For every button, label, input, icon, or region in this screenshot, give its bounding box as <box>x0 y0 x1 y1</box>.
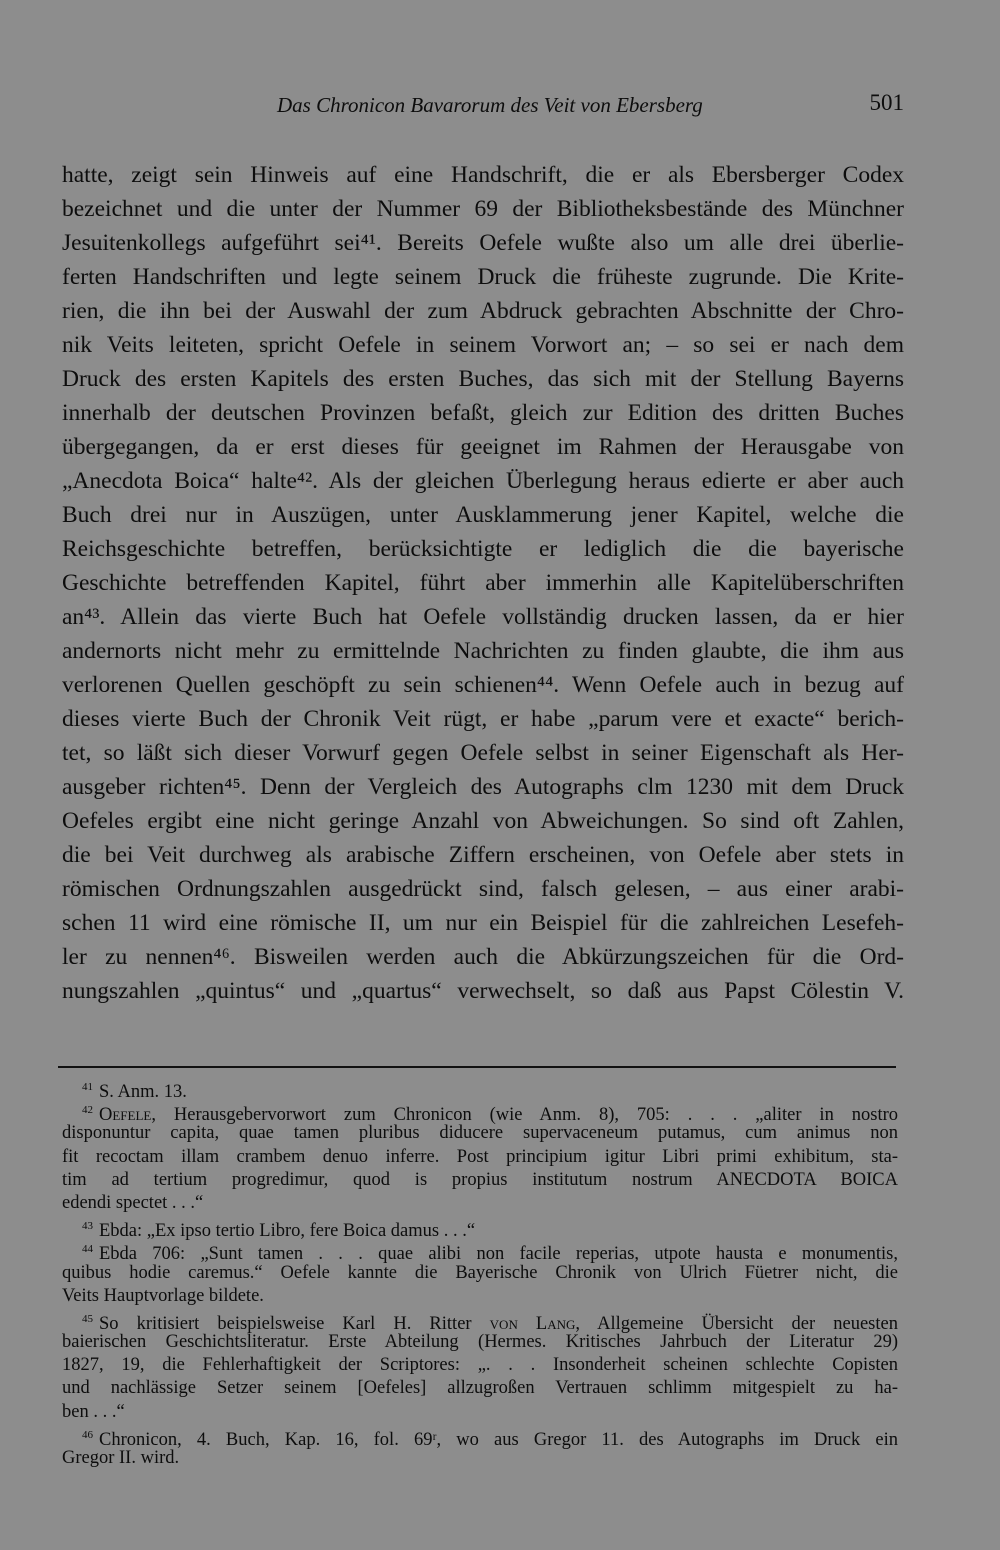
footnote-line: Veits Hauptvorlage bildete. <box>62 1285 264 1306</box>
footnote-line: fit recoctam illam crambem denuo inferre. Post principium igitur Libri primi exhibitum, sta- <box>62 1146 898 1167</box>
footnote-author: von Lang <box>489 1313 576 1334</box>
body-text <box>62 158 904 1008</box>
body-line: ferten Handschriften und legte seinem Druck die früheste zugrunde. Die Krite- <box>62 264 904 290</box>
footnote-number: 41 <box>82 1081 93 1093</box>
footnote-43 <box>62 1215 898 1242</box>
running-head <box>62 90 904 126</box>
footnote-text: Ebda 706: „Sunt tamen . . . quae alibi non facile reperias, utpote hausta e monumentis, <box>99 1244 898 1265</box>
footnote-line: edendi spectet . . .“ <box>62 1192 204 1213</box>
footnote-number: 42 <box>82 1104 93 1117</box>
body-line: Oefeles ergibt eine nicht geringe Anzahl von Abweichungen. So sind oft Zahlen, <box>62 808 904 834</box>
footnote-46 <box>62 1424 898 1450</box>
body-line: an⁴³. Allein das vierte Buch hat Oefele vollständig drucken lassen, da er hier <box>62 604 904 630</box>
running-title: Das Chronicon Bavarorum des Veit von Ebersberg <box>277 93 703 117</box>
footnote-text: , Herausgebervorwort zum Chronicon (wie Anm. 8), 705: . . . „aliter in nostro <box>151 1105 898 1126</box>
body-line: die bei Veit durchweg als arabische Ziffern erscheinen, von Oefele aber stets in <box>62 842 904 868</box>
footnote-text: Ebda: „Ex ipso tertio Libro, fere Boica damus . . .“ <box>99 1221 476 1242</box>
body-line: Reichsgeschichte betreffen, berücksichtigte er lediglich die die bayerische <box>62 536 904 562</box>
footnote-text: S. Anm. 13. <box>99 1082 187 1102</box>
body-line: Buch drei nur in Auszügen, unter Ausklammerung jener Kapitel, welche die <box>62 502 904 528</box>
footnote-41 <box>62 1076 898 1102</box>
footnote-line: und nachlässige Setzer seinem [Oefeles] allzugroßen Vertrauen schlimm mitgespielt zu ha- <box>62 1378 898 1399</box>
body-line: römischen Ordnungszahlen ausgedrückt sind, falsch gelesen, – aus einer arabi- <box>62 876 904 902</box>
footnote-line: baierischen Geschichtsliteratur. Erste Abteilung (Hermes. Kritisches Jahrbuch der Literatur 29) <box>62 1332 898 1353</box>
footnote-number: 44 <box>82 1243 93 1256</box>
footnote-line: disponuntur capita, quae tamen pluribus diducere supervaceneum putamus, cum animus non <box>62 1123 898 1144</box>
body-line: innerhalb der deutschen Provinzen befaßt, gleich zur Edition des dritten Buches <box>62 400 904 426</box>
footnote-divider <box>58 1066 896 1068</box>
footnote-number: 46 <box>82 1428 93 1441</box>
footnote-45 <box>62 1308 898 1334</box>
body-line: nungszahlen „quintus“ und „quartus“ verwechselt, so daß aus Papst Cölestin V. <box>62 978 904 1004</box>
body-line: tet, so läßt sich dieser Vorwurf gegen Oefele selbst in seiner Eigenschaft als Her- <box>62 740 904 766</box>
footnote-line: tim ad tertium progredimur, quod is propius institutum nostrum ANECDOTA BOICA <box>62 1169 898 1190</box>
body-line: nik Veits leiteten, spricht Oefele in seinem Vorwort an; – so sei er nach dem <box>62 332 904 358</box>
footnote-text: , Allgemeine Übersicht der neuesten <box>575 1313 898 1334</box>
footnote-author: Oefele <box>99 1105 152 1126</box>
footnote-44 <box>62 1238 898 1265</box>
footnote-number: 45 <box>82 1312 93 1325</box>
body-line: verlorenen Quellen geschöpft zu sein schienen⁴⁴. Wenn Oefele auch in bezug auf <box>62 672 904 698</box>
body-line: übergegangen, da er erst dieses für geeignet im Rahmen der Herausgabe von <box>62 434 904 460</box>
body-line: ausgeber richten⁴⁵. Denn der Vergleich des Autographs clm 1230 mit dem Druck <box>62 774 904 800</box>
footnote-text: So kritisiert beispielsweise Karl H. Ritter <box>99 1313 490 1334</box>
body-line: Jesuitenkollegs aufgeführt sei⁴¹. Bereits Oefele wußte also um alle drei überlie- <box>62 230 904 256</box>
footnote-line: Gregor II. wird. <box>62 1448 180 1468</box>
footnote-line: 1827, 19, die Fehlerhaftigkeit der Scriptores: „. . . Insonderheit scheinen schlechte Copisten <box>62 1355 898 1376</box>
body-line: dieses vierte Buch der Chronik Veit rügt, er habe „parum vere et exacte“ berich- <box>62 706 904 732</box>
footnote-42 <box>62 1099 898 1126</box>
body-line: ler zu nennen⁴⁶. Bisweilen werden auch die Abkürzungszeichen für die Ord- <box>62 944 904 970</box>
footnote-line: quibus hodie caremus.“ Oefele kannte die Bayerische Chronik von Ulrich Füetrer nicht, die <box>62 1262 898 1283</box>
body-line: bezeichnet und die unter der Nummer 69 der Bibliotheksbestände des Münchner <box>62 196 904 222</box>
body-line: rien, die ihn bei der Auswahl der zum Abdruck gebrachten Abschnitte der Chro- <box>62 298 904 324</box>
body-line: „Anecdota Boica“ halte⁴². Als der gleichen Überlegung heraus edierte er aber auch <box>62 468 904 494</box>
footnote-number: 43 <box>82 1220 93 1233</box>
footnotes <box>62 1076 898 1470</box>
page-number: 501 <box>869 90 904 115</box>
footnote-line: ben . . .“ <box>62 1401 125 1422</box>
body-line: Geschichte betreffenden Kapitel, führt aber immerhin alle Kapitelüberschriften <box>62 570 904 596</box>
body-line: andernorts nicht mehr zu ermittelnde Nachrichten zu finden glaubte, die ihm aus <box>62 638 904 664</box>
body-line: hatte, zeigt sein Hinweis auf eine Handschrift, die er als Ebersberger Codex <box>62 162 904 188</box>
footnote-text: Chronicon, 4. Buch, Kap. 16, fol. 69ʳ, wo aus Gregor 11. des Autographs im Druck ein <box>99 1429 898 1450</box>
body-line: Druck des ersten Kapitels des ersten Buches, das sich mit der Stellung Bayerns <box>62 366 904 392</box>
body-line: schen 11 wird eine römische II, um nur ein Beispiel für die zahlreichen Lesefeh- <box>62 910 904 936</box>
